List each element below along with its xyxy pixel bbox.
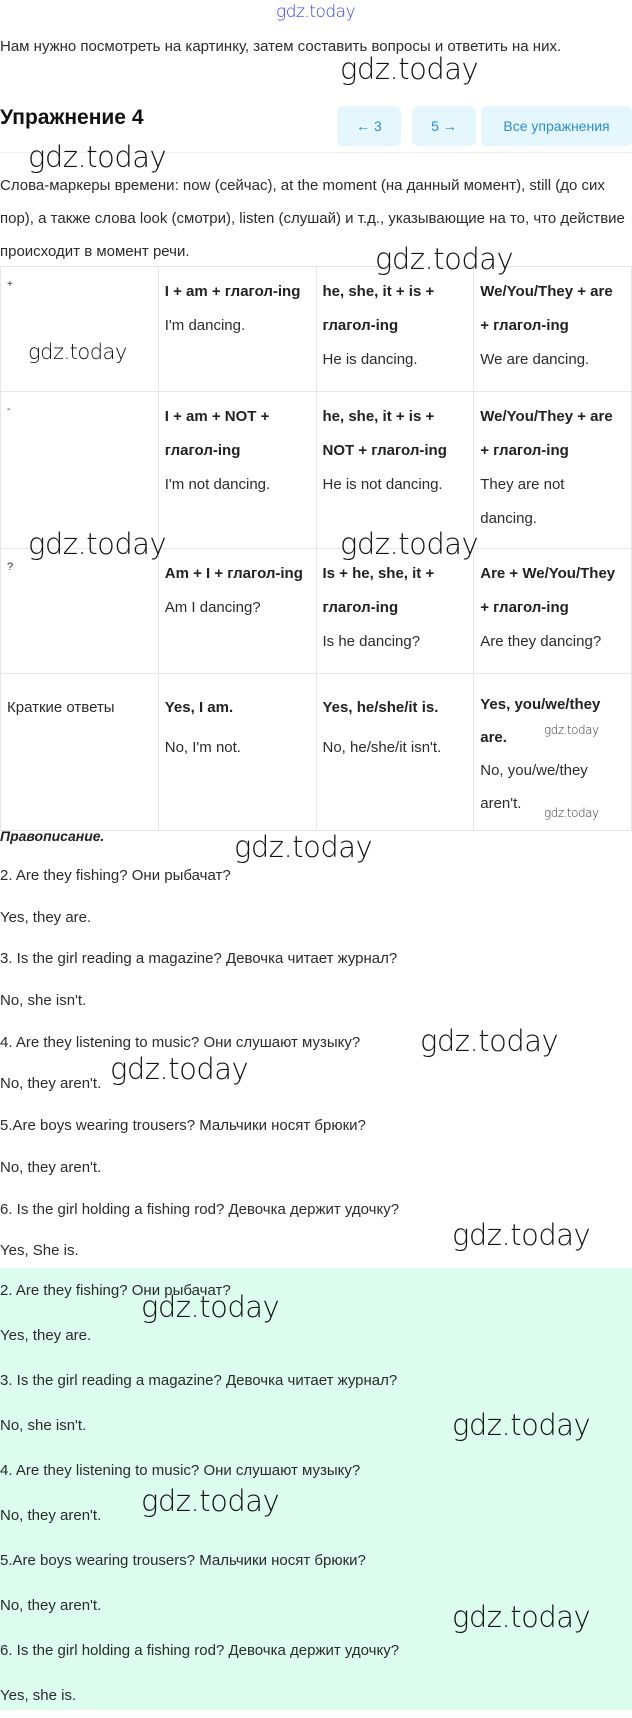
exercise-title: Упражнение 4 xyxy=(0,106,144,129)
example: We are dancing. xyxy=(480,351,590,368)
list-item: 4. Are they listening to music? Они слушают музыку? xyxy=(0,1462,361,1479)
row-label: - xyxy=(1,392,159,549)
rule: We/You/They + are + глагол-ing xyxy=(480,408,613,459)
list-item: 2. Are they fishing? Они рыбачат? xyxy=(0,1282,231,1299)
list-item: 3. Is the girl reading a magazine? Девочка читает журнал? xyxy=(0,1372,398,1389)
watermark: gdz.today xyxy=(544,723,599,737)
list-item: No, she isn't. xyxy=(0,1417,87,1434)
watermark: gdz.today xyxy=(28,340,127,364)
example: I'm not dancing. xyxy=(164,476,271,493)
example: No, you/we/they aren't. xyxy=(480,762,588,812)
watermark: gdz.today xyxy=(452,1218,591,1252)
time-markers-text: Слова-маркеры времени: now (сейчас), at the moment (на данный момент), still (до сих пор), а также слова look (смотри), listen (слушай) и т.д., указывающие на то, что действие происходит в момент речи. xyxy=(0,177,625,260)
rule: Am + I + глагол-ing xyxy=(164,565,303,582)
list-item: 3. Is the girl reading a magazine? Девочка читает журнал? xyxy=(0,950,398,968)
watermark: gdz.today xyxy=(28,527,167,561)
example: No, I'm not. xyxy=(164,739,241,756)
list-item: Yes, they are. xyxy=(0,1327,92,1344)
watermark: gdz.today xyxy=(110,1052,249,1086)
example: Is he dancing? xyxy=(322,633,421,650)
table-cell xyxy=(316,267,474,392)
rule: he, she, it + is + NOT + глагол-ing xyxy=(322,408,447,459)
table-row xyxy=(1,267,632,392)
list-item: No, they aren't. xyxy=(0,1075,102,1093)
table-cell xyxy=(158,392,316,549)
example: He is dancing. xyxy=(322,351,418,368)
list-item: Yes, she is. xyxy=(0,1687,77,1704)
rule: I + am + NOT + глагол-ing xyxy=(164,408,270,459)
table-cell xyxy=(474,674,632,831)
rule: Yes, you/we/they are. xyxy=(480,696,601,746)
list-item: No, they aren't. xyxy=(0,1158,102,1176)
example: Are they dancing? xyxy=(480,633,602,650)
watermark: gdz.today xyxy=(340,52,479,86)
table-cell xyxy=(474,392,632,549)
example: They are not dancing. xyxy=(480,476,565,527)
watermark-logo: gdz.today xyxy=(276,2,356,22)
example: No, he/she/it isn't. xyxy=(322,739,442,756)
list-item: 5.Are boys wearing trousers? Мальчики носят брюки? xyxy=(0,1117,366,1135)
example: I'm dancing. xyxy=(164,317,246,334)
intro-text: Нам нужно посмотреть на картинку, затем составить вопросы и ответить на них. xyxy=(0,38,562,55)
example: Am I dancing? xyxy=(164,599,261,616)
row-label: + xyxy=(1,267,159,392)
rule: he, she, it + is + глагол-ing xyxy=(322,283,435,334)
list-item: 6. Is the girl holding a fishing rod? Девочка держит удочку? xyxy=(0,1200,400,1218)
table-cell xyxy=(158,674,316,831)
grammar-table xyxy=(0,266,632,831)
list-item: 2. Are they fishing? Они рыбачат? xyxy=(0,867,231,884)
rule: I + am + глагол-ing xyxy=(164,283,301,300)
list-item: 5.Are boys wearing trousers? Мальчики носят брюки? xyxy=(0,1552,366,1569)
table-cell xyxy=(474,549,632,674)
list-item: No, she isn't. xyxy=(0,992,87,1010)
example: He is not dancing. xyxy=(322,476,443,493)
watermark: gdz.today xyxy=(452,1600,591,1634)
rule: Yes, he/she/it is. xyxy=(322,699,439,716)
table-cell xyxy=(316,549,474,674)
list-item: 4. Are they listening to music? Они слушают музыку? xyxy=(0,1033,361,1051)
rule: We/You/They + are + глагол-ing xyxy=(480,283,613,334)
all-exercises-button[interactable]: Все упражнения xyxy=(481,106,632,146)
list-item: Yes, they are. xyxy=(0,908,92,926)
list-item: No, they aren't. xyxy=(0,1597,102,1614)
watermark: gdz.today xyxy=(375,242,514,276)
next-exercise-button[interactable]: 5 → xyxy=(412,106,476,146)
table-cell xyxy=(474,267,632,392)
table-cell xyxy=(316,674,474,831)
watermark: gdz.today xyxy=(420,1024,559,1058)
spelling-title: Правописание. xyxy=(0,828,105,844)
rule: Are + We/You/They + глагол-ing xyxy=(480,565,616,616)
table-cell xyxy=(158,549,316,674)
prev-exercise-button[interactable]: ← 3 xyxy=(337,106,401,146)
divider xyxy=(0,152,632,153)
watermark: gdz.today xyxy=(340,527,479,561)
table-row xyxy=(1,549,632,674)
list-item: No, they aren't. xyxy=(0,1507,102,1524)
table-row xyxy=(1,392,632,549)
row-label: Краткие ответы xyxy=(1,674,159,831)
rule: Yes, I am. xyxy=(164,699,234,716)
watermark: gdz.today xyxy=(452,1408,591,1442)
highlighted-answers xyxy=(0,1268,632,1710)
watermark: gdz.today xyxy=(544,806,599,820)
watermark: gdz.today xyxy=(234,830,373,864)
table-row xyxy=(1,674,632,831)
table-cell xyxy=(158,267,316,392)
row-label: ? xyxy=(1,549,159,674)
answers-list xyxy=(0,855,632,1272)
watermark: gdz.today xyxy=(141,1484,280,1518)
list-item: 6. Is the girl holding a fishing rod? Девочка держит удочку? xyxy=(0,1642,400,1659)
table-cell xyxy=(316,392,474,549)
list-item: Yes, She is. xyxy=(0,1242,79,1260)
rule: Is + he, she, it + глагол-ing xyxy=(322,565,435,616)
watermark: gdz.today xyxy=(28,140,167,174)
watermark: gdz.today xyxy=(141,1290,280,1324)
